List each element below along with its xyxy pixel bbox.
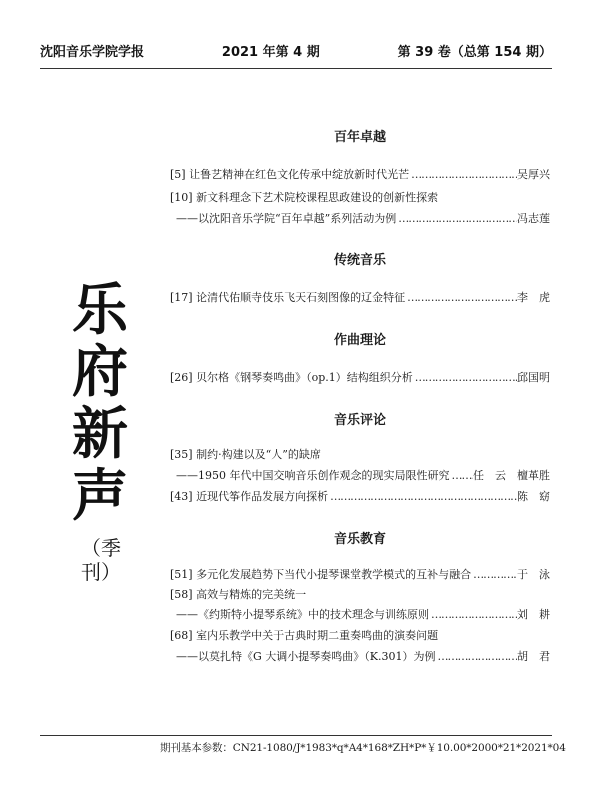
article-author: 李 虎 bbox=[517, 291, 550, 304]
article-title: 贝尔格《钢琴奏鸣曲》（op.1）结构组织分析 bbox=[196, 371, 413, 384]
masthead-char: 乐 bbox=[72, 278, 128, 343]
toc-entry[interactable] bbox=[170, 488, 550, 504]
article-author: 邱国明 bbox=[517, 371, 550, 384]
leader-dots bbox=[450, 469, 474, 482]
toc-entry-subtitle[interactable] bbox=[170, 467, 550, 483]
section-title: 作曲理论 bbox=[333, 333, 386, 348]
article-subtitle: ——1950 年代中国交响音乐创作观念的现实局限性研究 bbox=[176, 469, 450, 482]
leader-dots bbox=[429, 608, 517, 621]
article-title: 多元化发展趋势下当代小提琴课堂教学模式的互补与融合 bbox=[196, 568, 472, 581]
article-author: 陈 窈 bbox=[517, 490, 550, 503]
page-number: [26] bbox=[170, 370, 193, 384]
page-number: [68] bbox=[170, 628, 193, 642]
toc-entry[interactable] bbox=[170, 586, 550, 602]
section bbox=[170, 528, 550, 547]
page-number: [10] bbox=[170, 190, 193, 204]
journal-name: 沈阳音乐学院学报 bbox=[40, 44, 145, 60]
toc-entry[interactable] bbox=[170, 289, 550, 305]
article-author: 胡 君 bbox=[517, 650, 550, 663]
masthead-char: 新 bbox=[72, 402, 128, 467]
toc-entry[interactable] bbox=[170, 369, 550, 385]
page-number: [43] bbox=[170, 489, 193, 503]
article-subtitle: ——《约斯特小提琴系统》中的技术理念与训练原则 bbox=[176, 608, 429, 621]
article-title: 近现代筝作品发展方向探析 bbox=[196, 490, 329, 503]
article-title: 论清代佑顺寺伎乐飞天石刻图像的辽金特征 bbox=[196, 291, 406, 304]
article-author: 冯志莲 bbox=[517, 212, 550, 225]
masthead-char: 声 bbox=[72, 464, 128, 529]
leader-dots bbox=[436, 650, 518, 663]
leader-dots bbox=[405, 291, 517, 304]
masthead-title bbox=[60, 280, 140, 584]
section-title: 音乐教育 bbox=[333, 532, 386, 547]
article-title: 新文科理念下艺术院校课程思政建设的创新性探索 bbox=[196, 191, 439, 204]
page-number: [58] bbox=[170, 587, 193, 601]
section bbox=[170, 329, 550, 348]
section-title: 音乐评论 bbox=[333, 413, 386, 428]
leader-dots bbox=[328, 490, 517, 503]
article-author: 吴厚兴 bbox=[517, 168, 550, 181]
article-author: 任 云 檀革胜 bbox=[473, 469, 550, 482]
leader-dots bbox=[409, 168, 517, 181]
masthead-char: 府 bbox=[72, 340, 128, 405]
toc-entry-subtitle[interactable] bbox=[170, 648, 550, 664]
toc-entry[interactable] bbox=[170, 189, 550, 205]
article-title: 制约·构建以及“人”的缺席 bbox=[196, 448, 321, 461]
article-title: 高效与精炼的完美统一 bbox=[196, 588, 307, 601]
toc-entry-subtitle[interactable] bbox=[170, 606, 550, 622]
page-number: [17] bbox=[170, 290, 193, 304]
footer-rule bbox=[40, 735, 552, 736]
masthead-subtitle: （季刊） bbox=[81, 536, 121, 584]
toc-entry-subtitle[interactable] bbox=[170, 210, 550, 226]
toc-entry[interactable] bbox=[170, 446, 550, 462]
article-author: 刘 耕 bbox=[517, 608, 550, 621]
page-number: [51] bbox=[170, 567, 193, 581]
journal-parameters: 期刊基本参数：CN21-1080/J*1983*q*A4*168*ZH*P*￥10.00*2000*21*2021*04 bbox=[160, 742, 566, 754]
section bbox=[170, 126, 550, 145]
article-subtitle: ——以莫扎特《G 大调小提琴奏鸣曲》（K.301）为例 bbox=[176, 650, 436, 663]
page-number: [35] bbox=[170, 447, 193, 461]
article-title: 让鲁艺精神在红色文化传承中绽放新时代光芒 bbox=[189, 168, 410, 181]
leader-dots bbox=[471, 568, 517, 581]
volume-label: 第 39 卷（总第 154 期） bbox=[397, 44, 552, 60]
leader-dots bbox=[396, 212, 517, 225]
section bbox=[170, 249, 550, 268]
page-number: [5] bbox=[170, 167, 186, 181]
toc-entry[interactable] bbox=[170, 566, 550, 582]
issue-label: 2021 年第 4 期 bbox=[221, 44, 320, 60]
article-subtitle: ——以沈阳音乐学院“百年卓越”系列活动为例 bbox=[176, 212, 397, 225]
toc-entry[interactable] bbox=[170, 166, 550, 182]
section-title: 传统音乐 bbox=[333, 253, 386, 268]
header-rule bbox=[40, 68, 552, 69]
section-title: 百年卓越 bbox=[333, 130, 386, 145]
journal-header bbox=[40, 40, 552, 60]
article-author: 于 泳 bbox=[517, 568, 550, 581]
toc-entry[interactable] bbox=[170, 627, 550, 643]
article-title: 室内乐教学中关于古典时期二重奏鸣曲的演奏问题 bbox=[196, 629, 439, 642]
section bbox=[170, 409, 550, 428]
leader-dots bbox=[413, 371, 517, 384]
